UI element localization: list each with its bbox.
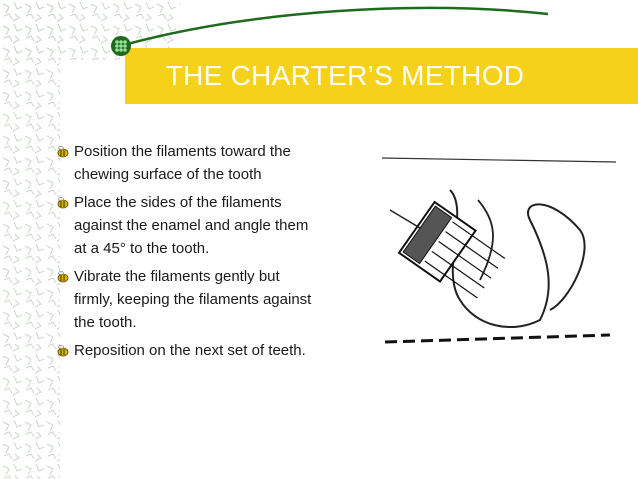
bee-bullet-icon	[56, 145, 70, 159]
bullet-text: Reposition on the next set of teeth.	[74, 342, 306, 359]
bullet-text: Position the filaments toward the chewing surface of the tooth	[74, 143, 291, 183]
swoosh-line	[0, 0, 638, 80]
bee-bullet-icon	[56, 270, 70, 284]
toothbrush-illustration	[380, 150, 620, 350]
page-title: THE CHARTER’S METHOD	[165, 60, 525, 91]
bullet-item	[56, 339, 318, 362]
bullet-text: Vibrate the filaments gently but firmly, keeping the filaments against the tooth.	[74, 268, 312, 331]
toothbrush-head	[399, 202, 508, 304]
bullet-list	[56, 140, 318, 367]
bullet-text: Place the sides of the filaments against the enamel and angle them at a 45° to the tooth.	[74, 194, 309, 257]
bullet-item	[56, 191, 318, 260]
green-dots-logo-icon	[111, 36, 131, 56]
bullet-item	[56, 140, 318, 186]
bee-bullet-icon	[56, 196, 70, 210]
bee-bullet-icon	[56, 344, 70, 358]
bullet-item	[56, 265, 318, 334]
